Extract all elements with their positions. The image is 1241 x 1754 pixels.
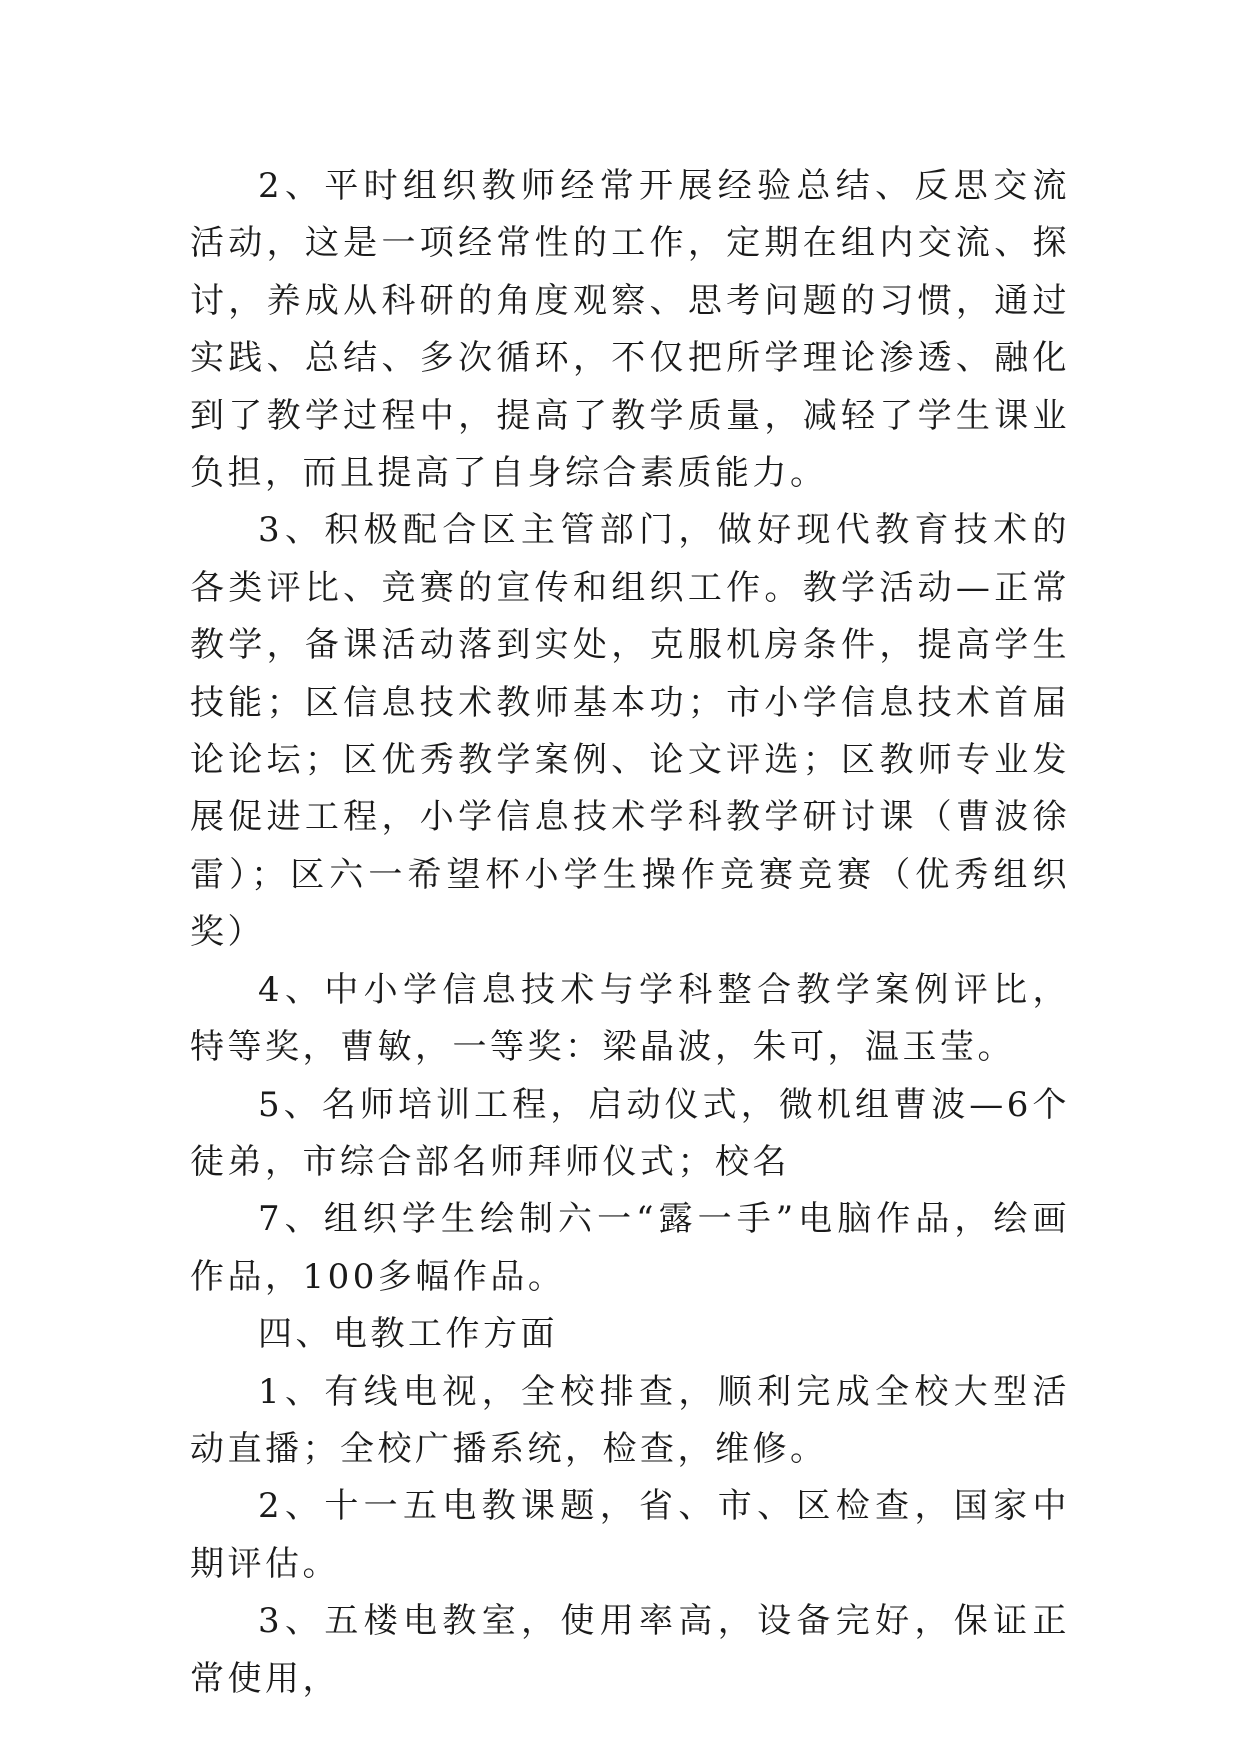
document-page [190, 158, 1070, 1708]
paragraph-student-artwork: 7、组织学生绘制六一“露一手”电脑作品，绘画作品，100多幅作品。 [190, 1199, 1070, 1297]
paragraph-research-project: 2、十一五电教课题，省、市、区检查，国家中期评估。 [190, 1486, 1070, 1584]
paragraph-competitions: 3、积极配合区主管部门，做好现代教育技术的各类评比、竞赛的宣传和组织工作。教学活动—正常教学，备课活动落到实处，克服机房条件，提高学生技能；区信息技术教师基本功；市小学信息技术首届论论坛；区优秀教学案例、论文评选；区教师专业发展促进工程，小学信息技术学科教学研讨课（曹波徐雷）；区六一希望杯小学生操作竞赛竞赛（优秀组织奖） [190, 510, 1070, 953]
paragraph-teacher-reflection: 2、平时组织教师经常开展经验总结、反思交流活动，这是一项经常性的工作，定期在组内交流、探讨，养成从科研的角度观察、思考问题的习惯，通过实践、总结、多次循环，不仅把所学理论渗透、融化到了教学过程中，提高了教学质量，减轻了学生课业负担，而且提高了自身综合素质能力。 [190, 166, 1070, 494]
paragraph-case-awards: 4、中小学信息技术与学科整合教学案例评比，特等奖，曹敏，一等奖：梁晶波，朱可，温玉莹。 [190, 969, 1070, 1068]
section-heading-av-work: 四、电教工作方面 [258, 1314, 558, 1355]
paragraph-av-room: 3、五楼电教室，使用率高，设备完好，保证正常使用， [190, 1601, 1070, 1699]
paragraph-mentor-program: 5、名师培训工程，启动仪式，微机组曹波—6个徒弟，市综合部名师拜师仪式；校名 [190, 1084, 1070, 1182]
paragraph-cable-tv: 1、有线电视，全校排查，顺利完成全校大型活动直播；全校广播系统，检查，维修。 [190, 1371, 1070, 1469]
